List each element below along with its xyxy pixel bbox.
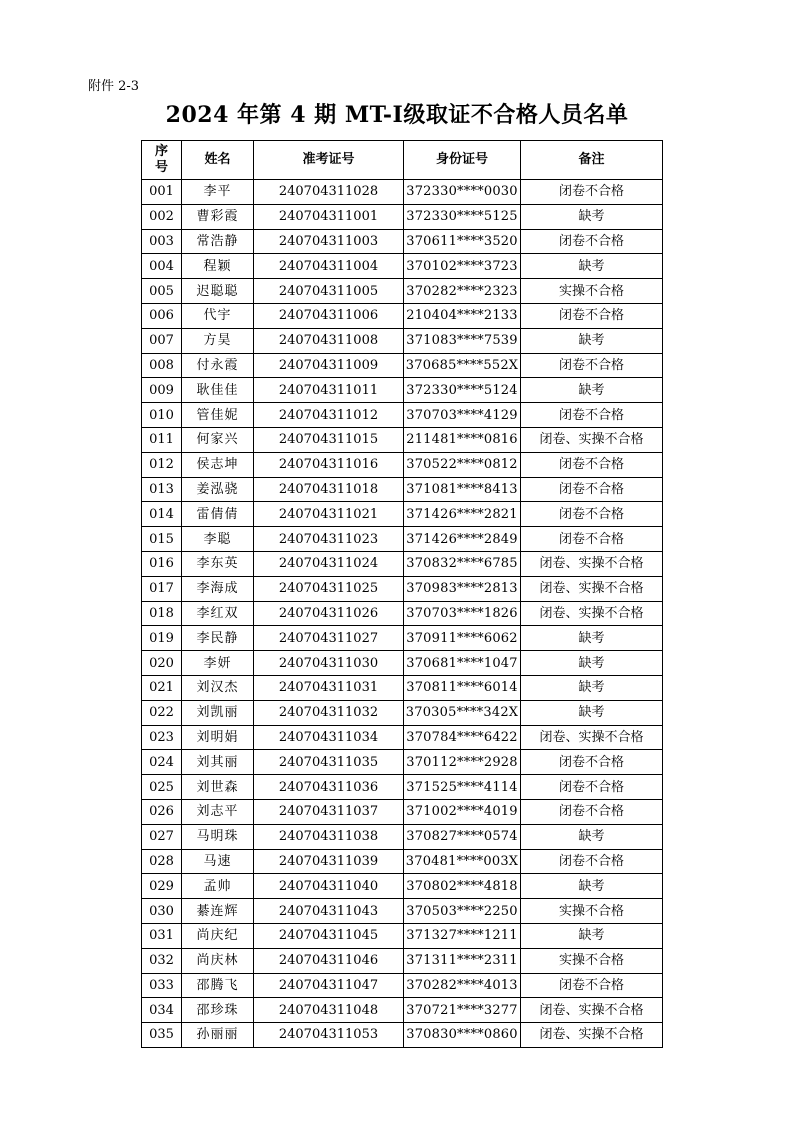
row-name: 尚庆纪: [182, 923, 254, 948]
table-row: [142, 452, 663, 477]
row-exam-no: 240704311012: [254, 403, 404, 428]
table-row: [142, 303, 663, 328]
table-row: [142, 973, 663, 998]
table-row: [142, 799, 663, 824]
row-exam-no: 240704311006: [254, 303, 404, 328]
table-row: [142, 998, 663, 1023]
row-id-no: 370827****0574: [404, 824, 521, 849]
row-note: 闭卷、实操不合格: [521, 576, 663, 601]
row-id-no: 370703****4129: [404, 403, 521, 428]
row-no: 017: [142, 576, 182, 601]
row-id-no: 370282****4013: [404, 973, 521, 998]
table-row: [142, 279, 663, 304]
row-note: 缺考: [521, 254, 663, 279]
table-row: [142, 849, 663, 874]
table-row: [142, 675, 663, 700]
row-name: 刘明娟: [182, 725, 254, 750]
row-exam-no: 240704311040: [254, 874, 404, 899]
row-exam-no: 240704311032: [254, 700, 404, 725]
failed-candidates-table: [141, 140, 663, 1048]
row-note: 闭卷不合格: [521, 403, 663, 428]
row-exam-no: 240704311023: [254, 527, 404, 552]
row-note: 闭卷不合格: [521, 973, 663, 998]
row-no: 035: [142, 1023, 182, 1048]
row-no: 032: [142, 948, 182, 973]
row-name: 李平: [182, 180, 254, 205]
row-id-no: 370721****3277: [404, 998, 521, 1023]
row-id-no: 370830****0860: [404, 1023, 521, 1048]
row-id-no: 370703****1826: [404, 601, 521, 626]
row-note: 缺考: [521, 204, 663, 229]
row-name: 程颖: [182, 254, 254, 279]
row-exam-no: 240704311028: [254, 180, 404, 205]
row-note: 缺考: [521, 328, 663, 353]
row-exam-no: 240704311008: [254, 328, 404, 353]
table-row: [142, 775, 663, 800]
row-no: 016: [142, 551, 182, 576]
row-id-no: 370112****2928: [404, 750, 521, 775]
page-title: 2024 年第 4 期 MT-Ⅰ级取证不合格人员名单: [165, 102, 629, 128]
row-name: 邵腾飞: [182, 973, 254, 998]
row-id-no: 371525****4114: [404, 775, 521, 800]
row-note: 闭卷不合格: [521, 502, 663, 527]
row-no: 029: [142, 874, 182, 899]
row-no: 034: [142, 998, 182, 1023]
row-exam-no: 240704311030: [254, 651, 404, 676]
header-note: 备注: [521, 141, 663, 180]
row-exam-no: 240704311021: [254, 502, 404, 527]
row-id-no: 370685****552X: [404, 353, 521, 378]
row-id-no: 370611****3520: [404, 229, 521, 254]
row-note: 实操不合格: [521, 899, 663, 924]
row-note: 实操不合格: [521, 279, 663, 304]
table-row: [142, 750, 663, 775]
row-id-no: 370282****2323: [404, 279, 521, 304]
row-name: 马速: [182, 849, 254, 874]
row-id-no: 371311****2311: [404, 948, 521, 973]
row-exam-no: 240704311001: [254, 204, 404, 229]
row-exam-no: 240704311024: [254, 551, 404, 576]
row-note: 闭卷不合格: [521, 353, 663, 378]
row-note: 闭卷不合格: [521, 799, 663, 824]
row-note: 闭卷不合格: [521, 750, 663, 775]
table-row: [142, 403, 663, 428]
row-note: 闭卷、实操不合格: [521, 601, 663, 626]
table-row: [142, 229, 663, 254]
row-exam-no: 240704311048: [254, 998, 404, 1023]
row-note: 缺考: [521, 874, 663, 899]
row-no: 018: [142, 601, 182, 626]
row-id-no: 211481****0816: [404, 427, 521, 452]
row-exam-no: 240704311038: [254, 824, 404, 849]
row-id-no: 371327****1211: [404, 923, 521, 948]
row-note: 闭卷不合格: [521, 775, 663, 800]
row-name: 曹彩霞: [182, 204, 254, 229]
row-id-no: 370503****2250: [404, 899, 521, 924]
table-row: [142, 700, 663, 725]
row-id-no: 370784****6422: [404, 725, 521, 750]
row-exam-no: 240704311027: [254, 626, 404, 651]
row-note: 缺考: [521, 923, 663, 948]
table-row: [142, 626, 663, 651]
row-exam-no: 240704311018: [254, 477, 404, 502]
row-note: 缺考: [521, 378, 663, 403]
row-name: 迟聪聪: [182, 279, 254, 304]
row-no: 004: [142, 254, 182, 279]
row-id-no: 370811****6014: [404, 675, 521, 700]
row-exam-no: 240704311043: [254, 899, 404, 924]
row-note: 实操不合格: [521, 948, 663, 973]
row-note: 闭卷不合格: [521, 849, 663, 874]
row-no: 033: [142, 973, 182, 998]
row-note: 缺考: [521, 651, 663, 676]
table-row: [142, 477, 663, 502]
header-name: 姓名: [182, 141, 254, 180]
row-name: 方昊: [182, 328, 254, 353]
row-id-no: 370802****4818: [404, 874, 521, 899]
row-id-no: 210404****2133: [404, 303, 521, 328]
row-note: 闭卷不合格: [521, 303, 663, 328]
row-exam-no: 240704311047: [254, 973, 404, 998]
row-note: 闭卷不合格: [521, 527, 663, 552]
row-id-no: 370832****6785: [404, 551, 521, 576]
row-no: 011: [142, 427, 182, 452]
row-name: 綦连辉: [182, 899, 254, 924]
row-id-no: 371081****8413: [404, 477, 521, 502]
row-note: 闭卷不合格: [521, 477, 663, 502]
row-note: 缺考: [521, 824, 663, 849]
table-row: [142, 180, 663, 205]
row-name: 管佳妮: [182, 403, 254, 428]
row-note: 缺考: [521, 626, 663, 651]
row-no: 007: [142, 328, 182, 353]
row-no: 010: [142, 403, 182, 428]
row-note: 闭卷不合格: [521, 452, 663, 477]
row-no: 005: [142, 279, 182, 304]
row-name: 孙丽丽: [182, 1023, 254, 1048]
row-no: 023: [142, 725, 182, 750]
row-name: 孟帅: [182, 874, 254, 899]
row-no: 014: [142, 502, 182, 527]
row-no: 028: [142, 849, 182, 874]
row-no: 030: [142, 899, 182, 924]
row-no: 008: [142, 353, 182, 378]
table-row: [142, 948, 663, 973]
row-exam-no: 240704311046: [254, 948, 404, 973]
row-name: 刘汉杰: [182, 675, 254, 700]
row-id-no: 371002****4019: [404, 799, 521, 824]
row-no: 027: [142, 824, 182, 849]
row-exam-no: 240704311015: [254, 427, 404, 452]
row-no: 025: [142, 775, 182, 800]
row-exam-no: 240704311039: [254, 849, 404, 874]
row-name: 付永霞: [182, 353, 254, 378]
row-note: 闭卷、实操不合格: [521, 427, 663, 452]
row-id-no: 371426****2821: [404, 502, 521, 527]
row-id-no: 370983****2813: [404, 576, 521, 601]
row-no: 015: [142, 527, 182, 552]
row-note: 闭卷、实操不合格: [521, 551, 663, 576]
row-name: 常浩静: [182, 229, 254, 254]
row-name: 李红双: [182, 601, 254, 626]
table-row: [142, 899, 663, 924]
row-name: 代宇: [182, 303, 254, 328]
row-no: 006: [142, 303, 182, 328]
row-id-no: 370681****1047: [404, 651, 521, 676]
row-exam-no: 240704311026: [254, 601, 404, 626]
row-name: 李海成: [182, 576, 254, 601]
row-exam-no: 240704311003: [254, 229, 404, 254]
row-id-no: 371083****7539: [404, 328, 521, 353]
row-name: 李聪: [182, 527, 254, 552]
row-id-no: 370522****0812: [404, 452, 521, 477]
row-id-no: 372330****5124: [404, 378, 521, 403]
row-note: 闭卷、实操不合格: [521, 1023, 663, 1048]
table-header-row: [142, 141, 663, 180]
table-row: [142, 328, 663, 353]
table-row: [142, 576, 663, 601]
table-row: [142, 874, 663, 899]
row-no: 009: [142, 378, 182, 403]
table-row: [142, 502, 663, 527]
row-no: 026: [142, 799, 182, 824]
row-no: 013: [142, 477, 182, 502]
row-note: 闭卷、实操不合格: [521, 998, 663, 1023]
row-exam-no: 240704311031: [254, 675, 404, 700]
row-id-no: 370911****6062: [404, 626, 521, 651]
row-name: 侯志坤: [182, 452, 254, 477]
table-row: [142, 1023, 663, 1048]
table-row: [142, 204, 663, 229]
table-row: [142, 527, 663, 552]
table-row: [142, 427, 663, 452]
row-no: 019: [142, 626, 182, 651]
row-note: 闭卷不合格: [521, 229, 663, 254]
row-exam-no: 240704311034: [254, 725, 404, 750]
row-name: 李民静: [182, 626, 254, 651]
row-no: 021: [142, 675, 182, 700]
row-id-no: 370305****342X: [404, 700, 521, 725]
row-exam-no: 240704311053: [254, 1023, 404, 1048]
table-row: [142, 824, 663, 849]
row-no: 001: [142, 180, 182, 205]
row-name: 李妍: [182, 651, 254, 676]
row-no: 012: [142, 452, 182, 477]
row-no: 020: [142, 651, 182, 676]
row-name: 李东英: [182, 551, 254, 576]
row-name: 刘世森: [182, 775, 254, 800]
row-name: 何家兴: [182, 427, 254, 452]
row-exam-no: 240704311025: [254, 576, 404, 601]
row-exam-no: 240704311045: [254, 923, 404, 948]
row-note: 缺考: [521, 700, 663, 725]
table-row: [142, 378, 663, 403]
row-no: 022: [142, 700, 182, 725]
table-row: [142, 725, 663, 750]
table-row: [142, 551, 663, 576]
row-name: 刘凯丽: [182, 700, 254, 725]
row-id-no: 371426****2849: [404, 527, 521, 552]
attachment-label: 附件 2-3: [88, 79, 140, 94]
row-name: 刘其丽: [182, 750, 254, 775]
header-exam-no: 准考证号: [254, 141, 404, 180]
row-name: 姜泓骁: [182, 477, 254, 502]
row-id-no: 370481****003X: [404, 849, 521, 874]
row-id-no: 370102****3723: [404, 254, 521, 279]
row-name: 尚庆林: [182, 948, 254, 973]
row-note: 缺考: [521, 675, 663, 700]
row-exam-no: 240704311036: [254, 775, 404, 800]
row-id-no: 372330****5125: [404, 204, 521, 229]
row-no: 024: [142, 750, 182, 775]
row-exam-no: 240704311011: [254, 378, 404, 403]
table-row: [142, 254, 663, 279]
row-exam-no: 240704311004: [254, 254, 404, 279]
row-note: 闭卷、实操不合格: [521, 725, 663, 750]
table-row: [142, 601, 663, 626]
table-row: [142, 923, 663, 948]
row-id-no: 372330****0030: [404, 180, 521, 205]
row-no: 031: [142, 923, 182, 948]
row-exam-no: 240704311016: [254, 452, 404, 477]
header-id-no: 身份证号: [404, 141, 521, 180]
row-exam-no: 240704311005: [254, 279, 404, 304]
row-exam-no: 240704311037: [254, 799, 404, 824]
row-no: 003: [142, 229, 182, 254]
row-exam-no: 240704311009: [254, 353, 404, 378]
row-note: 闭卷不合格: [521, 180, 663, 205]
row-exam-no: 240704311035: [254, 750, 404, 775]
table-row: [142, 353, 663, 378]
row-name: 雷倩倩: [182, 502, 254, 527]
row-name: 邵珍珠: [182, 998, 254, 1023]
row-name: 刘志平: [182, 799, 254, 824]
row-name: 耿佳佳: [182, 378, 254, 403]
table-row: [142, 651, 663, 676]
header-no: 序 号: [142, 141, 182, 180]
row-no: 002: [142, 204, 182, 229]
row-name: 马明珠: [182, 824, 254, 849]
